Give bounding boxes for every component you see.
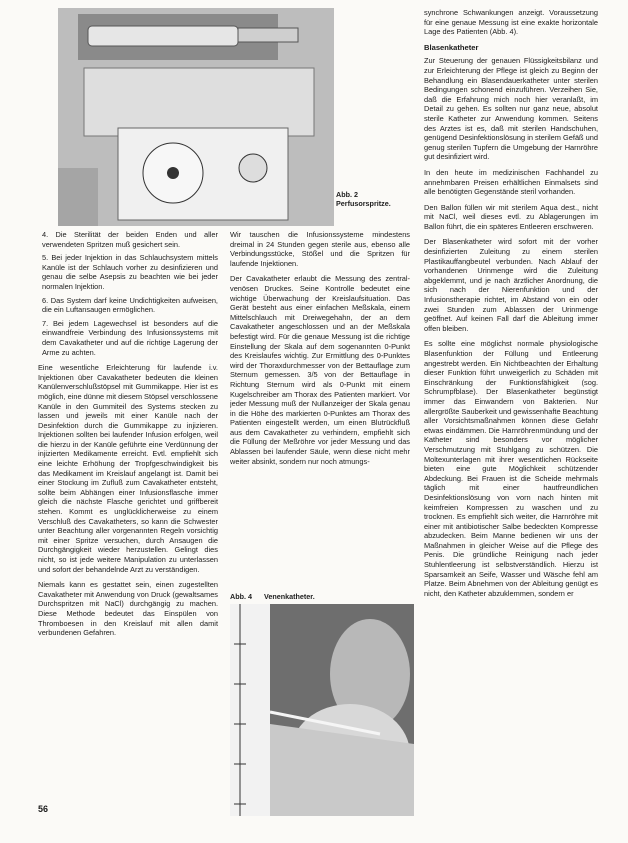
col1-paragraph: Eine wesentliche Erleichterung für laufende i.v. Injektionen über Cavakatheter bedeuten die kleinen Kanülenverschlußstöpsel mit Gummikappe. Hier ist es möglich, eine dünne mit diesem Stöpsel verschlossene Kanüle in den Gummiteil des Systems stecken zu lassen und jeweils mit einer Kanüle nach der Desinfektion durch die Gummikappe zu injizieren. Injektionen sollten bei laufender Infusion erfolgen, weil die hierzu in der Kanüle geführte eine Verdünnung der injizierten Medikamente erreicht. Evtl. empfiehlt sich eine leichte Erhöhung der Tropfgeschwindigkeit bis das Medikament im Kreislauf angelangt ist. Damit bei einer Stockung im Zufluß zum Cavakatheter entsteht, sollte beim Abhängen einer Infusionsflasche immer gleich die nächste Flasche gerichtet und griffbereit stehen. Kommt es unglücklicherweise zu einem Verschluß des Cavakatheters, so kann die Schwester unter Beachtung aller vorgenannten Regeln vorsichtig mit einer Spritze versuchen, durch Ansaugen die Durchgängigkeit wieder herzustellen. Gelingt dies nicht, so ist jede weitere Manipulation zu unterlassen und sofort der behandelnde Arzt zu verständigen. bbox=[38, 363, 218, 574]
venous-catheter-photo bbox=[230, 604, 414, 816]
section-heading-blasenkatheter: Blasenkatheter bbox=[424, 42, 479, 52]
col2-paragraph: Der Cavakatheter erlaubt die Messung des zentral-venösen Druckes. Seine Kontrolle bedeutet eine wichtige Überwachung der Kreislaufsituation. Das Gerät besteht aus einer einfachen Meßskala, einem Mittelschlauch mit Dreiwegehahn, der an dem Cavakatheter angeschlossen und an der Meßskala befestigt wird. Für die genaue Messung ist die richtige Einstellung der Skala auf dem sogenannten 0-Punkt des Kreislaufes wichtig. Zur Ermittlung des 0-Punktes wird der Thoraxdurchmesser von der Bettauflage zum Sternum gemessen. 3/5 von der Bettauflage in Richtung Sternum wird als 0-Punkt mit einem Kugelschreiber am Thorax des Patienten markiert. Vor jeder Messung muß der Nullanzeiger der Skala genau in die Höhe des markierten 0-Punktes am Thorax des Patienten eingestellt werden, um einen Blutrückfluß aus dem Cavakatheter zu verhindern, empfiehlt sich die Füllung der Meßröhre vor jeder Messung und das Ablassen bei laufender Säule, wenn diese nicht mehr weiter absinkt, sondern nur noch atmungs- bbox=[230, 274, 410, 466]
figure-4-caption bbox=[230, 592, 410, 601]
list-item: 4. Die Sterilität der beiden Enden und aller verwendeten Spritzen muß gesichert sein. bbox=[42, 230, 218, 249]
col2-paragraph: Wir tauschen die Infusionssysteme mindestens dreimal in 24 Stunden gegen sterile aus, ebenso alle Verbindungsstücke, Stößel und die Spritzen für laufende Injektionen. bbox=[230, 230, 410, 268]
col3-paragraph: Der Blasenkatheter wird sofort mit der vorher desinfizierten Zuleitung zu einem sterilen Plastikauffangbeutel verbunden. Nach Ablauf der vorhandenen Urinmenge wird die Zuleitung abgeklemmt, und je nach ärztlicher Anordnung, die sich nach der Nierenfunktion und der Infusionstherapie richtet, im Abstand von ein oder zwei Stunden zum Ablassen der Urinmenge geöffnet. Auf keinen Fall darf die Ableitung immer offen bleiben. bbox=[424, 237, 598, 333]
figure-4-title: Venenkatheter. bbox=[263, 592, 315, 601]
numbered-list bbox=[38, 230, 218, 357]
col3-paragraph: Zur Steuerung der genauen Flüssigkeitsbilanz und zur Erleichterung der Pflege ist gleich zu Beginn der Behandlung ein Blasendauerkatheter unter sterilen Bedingungen schonend einzuführen. Verzeihen Sie, daß die Erfahrung mich noch hier veranlaßt, im Detail zu gehen. Es sollten nur ganz neue, absolut sterile Katheter zur Anwendung kommen. Seitens des Arztes ist es, daß mit sterilen Handschuhen, genügend Desinfektionslösung in sterilem Gefäß und genug sterilen Tupfern die Umgebung der Harnröhre gut desinfiziert wird. bbox=[424, 56, 598, 162]
col3-top-text: synchrone Schwankungen anzeigt. Voraussetzung für eine genaue Messung ist eine exakte horizontale Lage des Patienten (Abb. 4). bbox=[424, 8, 598, 37]
col1-paragraph: Niemals kann es gestattet sein, einen zugestellten Cavakatheter mit Anwendung von Druck (gewaltsames Durchspritzen mit NaCl) durchgängig zu machen. Diese Methode bedeutet das Einspülen von Thromboesen in den Kreislauf mit allen damit verbundenen Gefahren. bbox=[38, 580, 218, 638]
column-2 bbox=[230, 230, 410, 588]
column-3 bbox=[424, 8, 598, 816]
list-item: 7. Bei jedem Lagewechsel ist besonders auf die einwandfreie Verbindung des Infusionssystems mit dem Cavakatheter und auf die richtige Lagerung der Arme zu achten. bbox=[42, 318, 218, 357]
page-number: 56 bbox=[38, 804, 49, 814]
list-item: 5. Bei jeder Injektion in das Schlauchsystem mittels Kanüle ist der Schlauch vorher zu desinfizieren und genau die selbe Asepsis zu beachten wie bei jeder normalen Injektion. bbox=[42, 253, 218, 291]
figure-2-label: Abb. 2 bbox=[336, 190, 358, 199]
col3-paragraph: Es sollte eine möglichst normale physiologische Blasenfunktion der Füllung und Entleerung angestrebt werden. Ein Nichtbeachten der Erhaltung dieser Funktion führt unweigerlich zu Schäden mit Einschränkung der Funktionsfähigkeit (sog. Schrumpfblase). Der Blasenkatheter begünstigt immer das Einwandern von Bakterien. Nur allergrößte Sauberkeit und gewissenhafte Beachtung aller Vorsichtsmaßnahmen können diese Gefahr etwas eindämmen. Die Harnröhrenmündung und der Katheter sind besonders vor möglicher Verschmutzung mit Stuhlgang zu schützen. Die Moltexunterlagen mit ihrer wesentlichen Rückseite bieten eine gute Möglichkeit schützender Abdeckung. Bei Frauen ist die Scheide mehrmals täglich mit einer hautfreundlichen Desinfektionslösung von vorn nach hinten mit keimfreien Kompressen zu waschen und zu trocknen. Es empfiehlt sich weiter, die Harnröhre mit einer mit antibiotischer Salbe bedeckten Kompresse abzudecken. Beim Manne bedienen wir uns der Maßnahmen in gleicher Weise auf die Pflege des Penis. Die gründliche Reinigung nach jeder Stuhlentleerung ist selbstverständlich. Hierzu ist Sparsamkeit an Seife, Wasser und Wäsche fehl am Platze. Beim Abnehmen von der Ableitung genügt es nicht, den Katheter abzuklemmen, sondern er bbox=[424, 339, 598, 598]
figure-4-photo bbox=[230, 604, 414, 816]
column-1 bbox=[38, 230, 218, 800]
figure-2-photo bbox=[58, 8, 334, 226]
list-item: 6. Das System darf keine Undichtigkeiten aufweisen, die ein Luftansaugen ermöglichen. bbox=[42, 295, 218, 315]
col3-paragraph: In den heute im medizinischen Fachhandel zu annehmbaren Preisen erhältlichen Einmalsets sind alle benötigten Gegenstände steril vorhanden. bbox=[424, 167, 598, 197]
figure-2-title: Perfusorspritze. bbox=[336, 199, 391, 208]
figure-4-label: Abb. 4 bbox=[230, 592, 252, 601]
figure-2-caption bbox=[336, 190, 406, 208]
col3-paragraph: Den Ballon füllen wir mit sterilem Aqua dest., nicht mit NaCl, weil dieses evtl. zu Ablagerungen im Ballon führt, die ein späteres Entleeren erschweren. bbox=[424, 202, 598, 231]
perfusor-syringe-illustration bbox=[58, 8, 334, 226]
